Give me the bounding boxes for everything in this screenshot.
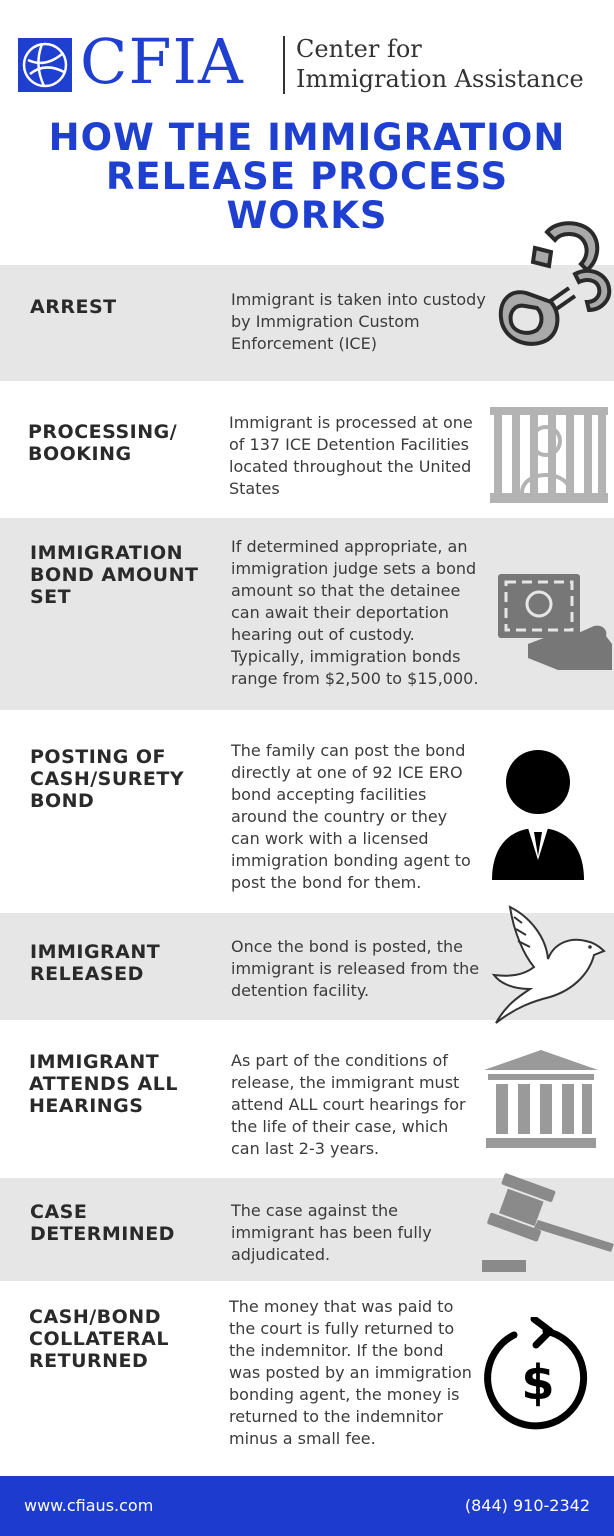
step-title-line: COLLATERAL	[29, 1328, 169, 1350]
person-agent-icon	[488, 748, 588, 880]
step-posting-bond	[0, 710, 614, 913]
step-title	[30, 941, 160, 985]
step-title	[29, 1051, 178, 1117]
step-title-line: RELEASED	[30, 963, 144, 985]
step-description	[231, 1050, 491, 1160]
step-description-line: was posted by an immigration	[229, 1363, 472, 1382]
step-title-line: RETURNED	[29, 1350, 149, 1372]
step-description-line: The money that was paid to	[229, 1297, 454, 1316]
step-description-line: bonding agent, the money is	[229, 1385, 460, 1404]
step-title	[28, 421, 177, 465]
step-title-line: CASH/SURETY	[30, 768, 185, 790]
logo-divider	[283, 36, 285, 94]
step-title	[29, 1306, 169, 1372]
step-bond-amount-set	[0, 518, 614, 710]
step-description-line: hearing out of custody.	[231, 625, 415, 644]
step-title	[30, 542, 198, 608]
step-description-line: The family can post the bond	[231, 741, 466, 760]
globe-logo-icon	[18, 38, 72, 92]
phone-number[interactable]: (844) 910-2342	[464, 1496, 590, 1515]
step-description-line: Immigrant is taken into custody	[231, 290, 486, 309]
step-description-line: As part of the conditions of	[231, 1051, 448, 1070]
step-title	[30, 296, 117, 318]
step-description	[231, 936, 491, 1002]
step-description-line: minus a small fee.	[229, 1429, 376, 1448]
dove-icon	[490, 897, 608, 1027]
step-description	[231, 289, 491, 355]
step-description-line: amount so that the detainee	[231, 581, 461, 600]
handcuffs-icon	[495, 218, 614, 358]
step-title-line: CASE	[30, 1201, 88, 1223]
step-description-line: the court is fully returned to	[229, 1319, 455, 1338]
step-description-line: immigration bonding agent to	[231, 851, 471, 870]
website-link[interactable]: www.cfiaus.com	[24, 1496, 154, 1515]
step-title-line: POSTING OF	[30, 746, 167, 768]
step-description-line: Enforcement (ICE)	[231, 334, 377, 353]
step-description-line: attend ALL court hearings for	[231, 1095, 466, 1114]
step-description-line: release, the immigrant must	[231, 1073, 460, 1092]
footer	[0, 1476, 614, 1536]
step-title-line: HEARINGS	[29, 1095, 144, 1117]
step-description	[231, 536, 491, 690]
step-title-line: IMMIGRANT	[29, 1051, 160, 1073]
step-attends-hearings	[0, 1020, 614, 1178]
page-title-line: HOW THE IMMIGRATION	[48, 116, 566, 159]
step-collateral-returned	[0, 1281, 614, 1476]
step-description-line: returned to the indemnitor	[229, 1407, 443, 1426]
page-title-line: RELEASE PROCESS	[105, 155, 509, 198]
step-title-line: ARREST	[30, 296, 117, 318]
logo-wordmark: CFIA	[80, 25, 244, 98]
step-description-line: can work with a licensed	[231, 829, 429, 848]
step-description-line: immigration judge sets a bond	[231, 559, 477, 578]
logo-subtitle	[296, 34, 584, 94]
step-processing-booking	[0, 381, 614, 518]
step-description-line: directly at one of 92 ICE ERO	[231, 763, 463, 782]
step-description-line: States	[229, 479, 280, 498]
step-description-line: detention facility.	[231, 981, 370, 1000]
step-title-line: DETERMINED	[30, 1223, 175, 1245]
step-description-line: adjudicated.	[231, 1245, 331, 1264]
step-title-line: PROCESSING/	[28, 421, 178, 443]
step-description-line: The case against the	[231, 1201, 399, 1220]
step-title-line: IMMIGRATION	[30, 542, 183, 564]
step-description-line: located throughout the United	[229, 457, 472, 476]
step-description-line: range from $2,500 to $15,000.	[231, 669, 479, 688]
step-description-line: Once the bond is posted, the	[231, 937, 463, 956]
step-description-line: bond accepting facilities	[231, 785, 427, 804]
step-description-line: Immigrant is processed at one	[229, 413, 473, 432]
dollar-return-icon	[484, 1317, 592, 1435]
jail-cell-icon	[490, 407, 608, 503]
step-description-line: by Immigration Custom	[231, 312, 420, 331]
step-title-line: BOOKING	[28, 443, 132, 465]
step-description-line: of 137 ICE Detention Facilities	[229, 435, 469, 454]
step-description-line: the indemnitor. If the bond	[229, 1341, 444, 1360]
step-title-line: SET	[30, 586, 72, 608]
step-description	[231, 1200, 491, 1266]
step-description-line: the life of their case, which	[231, 1117, 449, 1136]
courthouse-icon	[484, 1050, 598, 1150]
step-title-line: IMMIGRANT	[30, 941, 161, 963]
step-description-line: Typically, immigration bonds	[231, 647, 461, 666]
logo-subtitle-line: Center for	[296, 35, 422, 63]
step-title	[30, 746, 184, 812]
step-description-line: immigrant has been fully	[231, 1223, 432, 1242]
step-title-line: BOND AMOUNT	[30, 564, 199, 586]
step-description-line: immigrant is released from the	[231, 959, 480, 978]
logo-subtitle-line: Immigration Assistance	[296, 65, 584, 93]
step-title-line: ATTENDS ALL	[29, 1073, 178, 1095]
money-in-hand-icon	[498, 574, 614, 674]
step-description	[229, 1296, 489, 1450]
step-title-line: BOND	[30, 790, 95, 812]
step-description-line: can await their deportation	[231, 603, 449, 622]
step-description-line: If determined appropriate, an	[231, 537, 468, 556]
step-title	[30, 1201, 175, 1245]
page-title-line: WORKS	[226, 194, 388, 237]
step-description-line: post the bond for them.	[231, 873, 422, 892]
step-description-line: around the country or they	[231, 807, 448, 826]
step-description-line: can last 2-3 years.	[231, 1139, 380, 1158]
step-description	[231, 740, 491, 894]
gavel-icon	[480, 1172, 614, 1274]
step-title-line: CASH/BOND	[29, 1306, 161, 1328]
svg-text:$: $	[521, 1355, 555, 1411]
step-description	[229, 412, 489, 500]
